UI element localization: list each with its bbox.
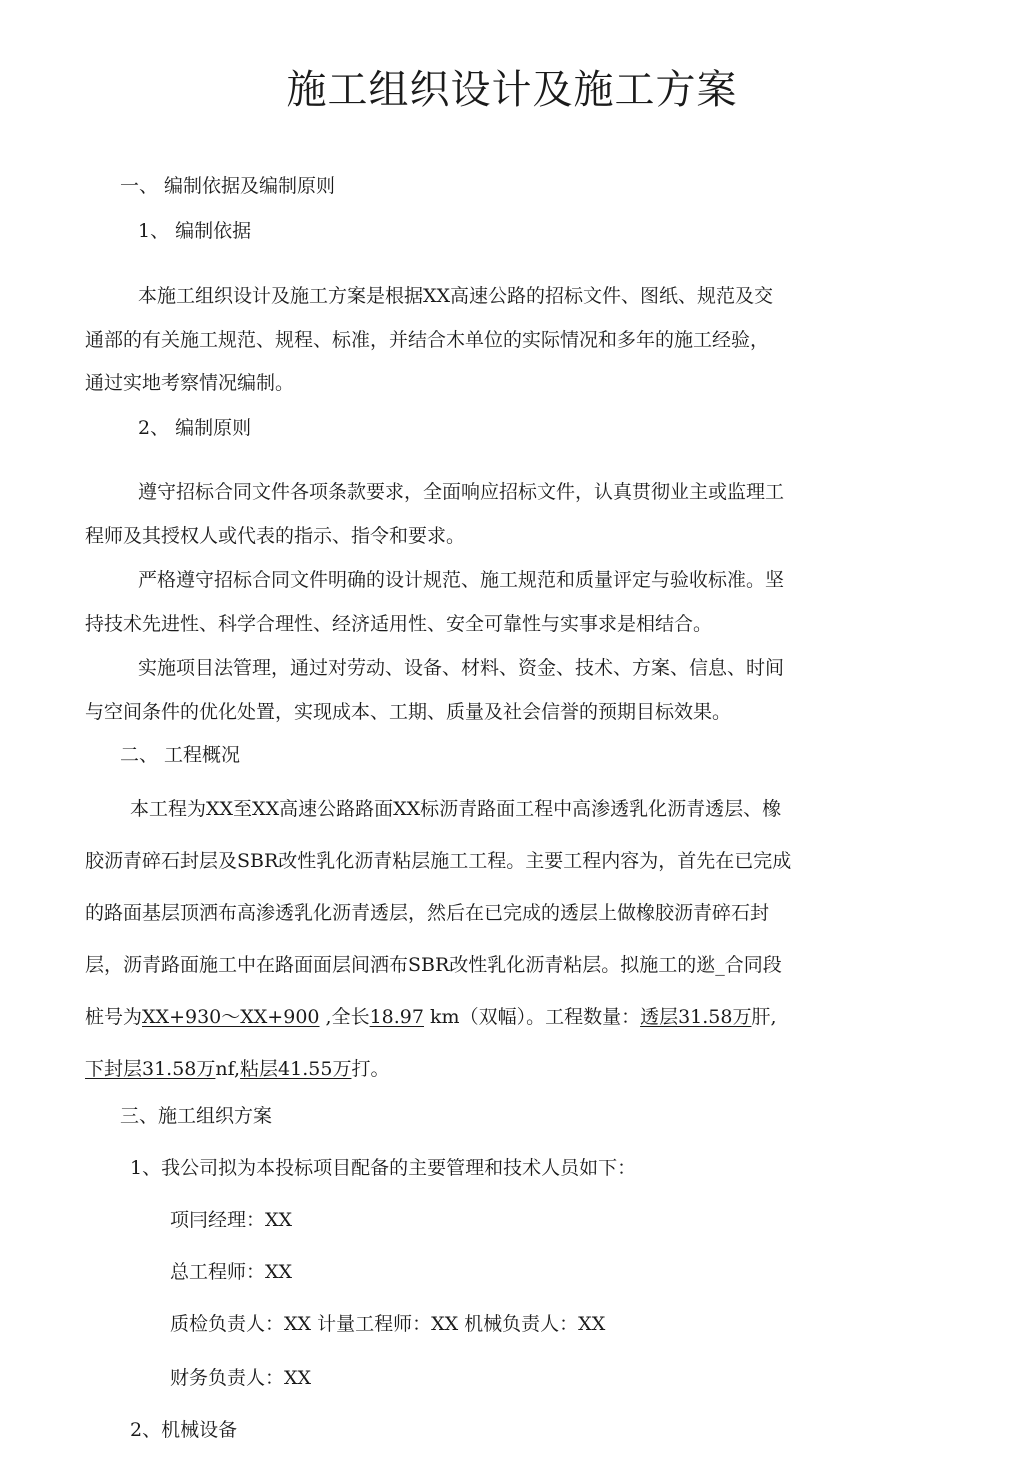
- subsection-heading-1-1: 1、 编制依据: [138, 220, 252, 242]
- staff-item: 财务负责人：XX: [170, 1367, 312, 1389]
- paragraph-line: 与空间条件的优化处置，实现成本、工期、质量及社会信誉的预期目标效果。: [85, 701, 732, 723]
- text-run: 桩号为: [85, 1006, 143, 1028]
- paragraph-line: 通过实地考察情况编制。: [85, 372, 295, 394]
- paragraph-line: 严格遵守招标合同文件明确的设计规范、施工规范和质量评定与验收标准。坚: [138, 569, 785, 591]
- paragraph-line-quantities-2: [85, 1055, 389, 1083]
- stake-range: XX+930～XX+900: [142, 1006, 320, 1028]
- text-run: km（双幅）。工程数量：: [424, 1006, 641, 1028]
- document-title: 施工组织设计及施工方案: [286, 67, 738, 113]
- total-length: 18.97: [369, 1006, 424, 1028]
- text-run: 肝,: [751, 1006, 777, 1028]
- paragraph-line: 本施工组织设计及施工方案是根据XX高速公路的招标文件、图纸、规范及交: [138, 285, 774, 307]
- subsection-heading-1-2: 2、 编制原则: [138, 417, 252, 439]
- tack-coat-quantity: 粘层41.55万: [240, 1058, 352, 1080]
- section-heading-2: 二、 工程概况: [120, 744, 241, 766]
- paragraph-line: 持技术先进性、科学合理性、经济适用性、安全可靠性与实事求是相结合。: [85, 613, 713, 635]
- paragraph-line: 程师及其授权人或代表的指示、指令和要求。: [85, 525, 466, 547]
- subsection-heading-3-2: 2、机械设备: [130, 1419, 238, 1441]
- section-heading-1: 一、 编制依据及编制原则: [120, 175, 336, 197]
- subsection-heading-3-1: 1、我公司拟为本投标项目配备的主要管理和技术人员如下：: [130, 1157, 637, 1179]
- text-run: 打。: [351, 1058, 390, 1080]
- staff-item: 质检负责人：XX 计量工程师：XX 机械负责人：XX: [170, 1313, 606, 1335]
- staff-item: 项冃经理：XX: [170, 1209, 293, 1231]
- paragraph-line: 遵守招标合同文件各项条款要求，全面响应招标文件，认真贯彻业主或监理工: [138, 481, 785, 503]
- text-run: ,全长: [319, 1006, 370, 1028]
- prime-coat-quantity: 透层31.58万: [640, 1006, 752, 1028]
- paragraph-line: 通部的有关施工规范、规程、标准，并结合木单位的实际情况和多年的施工经验，: [85, 329, 770, 351]
- paragraph-line: 实施项目法管理，通过对劳动、设备、材料、资金、技术、方案、信息、时间: [138, 657, 785, 679]
- staff-item: 总工程师：XX: [170, 1261, 293, 1283]
- section-heading-3: 三、施工组织方案: [120, 1105, 273, 1127]
- paragraph-line: 的路面基层顶洒布高渗透乳化沥青透层，然后在已完成的透层上做橡胶沥青碎石封: [85, 902, 770, 924]
- paragraph-line: 胶沥青碎石封层及SBR改性乳化沥青粘层施工工程。主要工程内容为，首先在已完成: [85, 850, 792, 872]
- text-run: nf,: [215, 1058, 241, 1080]
- paragraph-line-quantities: [85, 1003, 777, 1031]
- paragraph-line: 层，沥青路面施工中在路面面层间洒布SBR改性乳化沥青粘层。拟施工的逖_合同段: [85, 954, 782, 976]
- seal-coat-quantity: 下封层31.58万: [85, 1058, 216, 1080]
- paragraph-line: 本工程为XX至XX高速公路路面XX标沥青路面工程中高渗透乳化沥青透层、橡: [130, 798, 782, 820]
